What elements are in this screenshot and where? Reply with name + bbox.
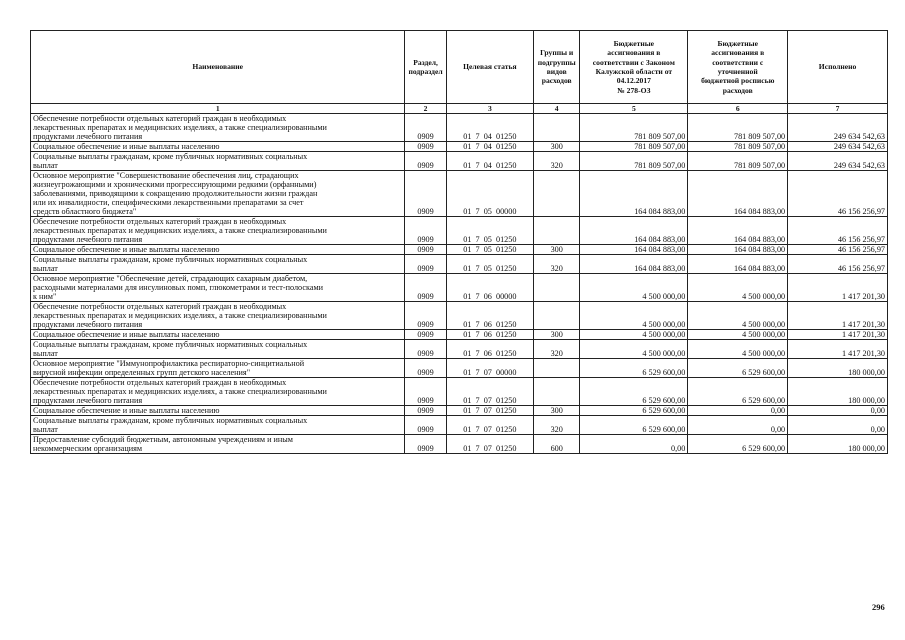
cell-law-allocation: 781 809 507,00	[580, 142, 688, 152]
cell-name: Социальное обеспечение и иные выплаты населению	[31, 142, 405, 152]
cell-law-allocation: 4 500 000,00	[580, 340, 688, 359]
cell-group	[534, 171, 580, 217]
cell-executed: 0,00	[788, 416, 888, 435]
header-executed: Исполнено	[788, 31, 888, 104]
cell-name: Обеспечение потребности отдельных категорий граждан в необходимых лекарственных препаратах и медицинских изделиях, а также специализированными продуктами лечебного питания	[31, 217, 405, 245]
cell-group	[534, 378, 580, 406]
cell-executed: 1 417 201,30	[788, 340, 888, 359]
cell-refined-allocation: 164 084 883,00	[688, 255, 788, 274]
cell-name: Социальные выплаты гражданам, кроме публичных нормативных социальных выплат	[31, 255, 405, 274]
cell-law-allocation: 164 084 883,00	[580, 255, 688, 274]
cell-executed: 249 634 542,63	[788, 142, 888, 152]
cell-executed: 46 156 256,97	[788, 171, 888, 217]
cell-refined-allocation: 4 500 000,00	[688, 274, 788, 302]
cell-section: 0909	[405, 217, 446, 245]
cell-name: Основное мероприятие "Совершенствование обеспечения лиц, страдающих жизнеугрожающими и хроническими прогрессирующими редкими (орфанными) заболеваниями, приводящими к сокращению продолжительности жизни граждан или их инвалидности, специфическими лекарственными препаратами за счет средств областного бюджета"	[31, 171, 405, 217]
column-number: 2	[405, 104, 446, 114]
column-number: 3	[446, 104, 533, 114]
table-row	[31, 171, 888, 217]
cell-group: 320	[534, 416, 580, 435]
cell-name: Социальное обеспечение и иные выплаты населению	[31, 245, 405, 255]
cell-group: 320	[534, 152, 580, 171]
cell-law-allocation: 4 500 000,00	[580, 330, 688, 340]
cell-refined-allocation: 4 500 000,00	[688, 330, 788, 340]
cell-refined-allocation: 164 084 883,00	[688, 245, 788, 255]
column-number: 7	[788, 104, 888, 114]
cell-law-allocation: 781 809 507,00	[580, 152, 688, 171]
page-number: 296	[872, 602, 885, 612]
cell-target: 01 7 04 01250	[446, 152, 533, 171]
cell-target: 01 7 05 01250	[446, 255, 533, 274]
table-row	[31, 302, 888, 330]
cell-target: 01 7 06 01250	[446, 330, 533, 340]
cell-name: Основное мероприятие "Обеспечение детей, страдающих сахарным диабетом, расходными материалами для инсулиновых помп, глюкометрами и тест-полосками к ним"	[31, 274, 405, 302]
cell-law-allocation: 164 084 883,00	[580, 171, 688, 217]
column-number: 6	[688, 104, 788, 114]
cell-target: 01 7 05 01250	[446, 217, 533, 245]
cell-name: Обеспечение потребности отдельных категорий граждан в необходимых лекарственных препаратах и медицинских изделиях, а также специализированными продуктами лечебного питания	[31, 302, 405, 330]
cell-target: 01 7 07 01250	[446, 416, 533, 435]
cell-executed: 46 156 256,97	[788, 255, 888, 274]
cell-section: 0909	[405, 171, 446, 217]
cell-section: 0909	[405, 359, 446, 378]
cell-executed: 1 417 201,30	[788, 274, 888, 302]
cell-target: 01 7 06 00000	[446, 274, 533, 302]
cell-section: 0909	[405, 152, 446, 171]
table-row	[31, 359, 888, 378]
budget-table	[30, 30, 888, 454]
column-number: 5	[580, 104, 688, 114]
cell-group: 300	[534, 142, 580, 152]
cell-executed: 180 000,00	[788, 435, 888, 454]
cell-section: 0909	[405, 142, 446, 152]
cell-name: Социальное обеспечение и иные выплаты населению	[31, 406, 405, 416]
cell-section: 0909	[405, 114, 446, 142]
cell-section: 0909	[405, 255, 446, 274]
cell-target: 01 7 06 01250	[446, 340, 533, 359]
cell-name: Социальные выплаты гражданам, кроме публичных нормативных социальных выплат	[31, 340, 405, 359]
header-target: Целевая статья	[446, 31, 533, 104]
table-row	[31, 406, 888, 416]
cell-target: 01 7 04 01250	[446, 114, 533, 142]
cell-group	[534, 114, 580, 142]
cell-section: 0909	[405, 245, 446, 255]
cell-law-allocation: 164 084 883,00	[580, 217, 688, 245]
cell-law-allocation: 4 500 000,00	[580, 302, 688, 330]
cell-name: Обеспечение потребности отдельных категорий граждан в необходимых лекарственных препаратах и медицинских изделиях, а также специализированными продуктами лечебного питания	[31, 114, 405, 142]
cell-section: 0909	[405, 330, 446, 340]
table-row	[31, 142, 888, 152]
cell-refined-allocation: 0,00	[688, 406, 788, 416]
cell-target: 01 7 07 01250	[446, 378, 533, 406]
table-row	[31, 330, 888, 340]
cell-group: 300	[534, 406, 580, 416]
cell-refined-allocation: 6 529 600,00	[688, 378, 788, 406]
cell-executed: 180 000,00	[788, 359, 888, 378]
cell-refined-allocation: 6 529 600,00	[688, 359, 788, 378]
cell-executed: 1 417 201,30	[788, 330, 888, 340]
cell-name: Основное мероприятие "Иммунопрофилактика респираторно-синцитиальной вирусной инфекции определенных групп детского населения"	[31, 359, 405, 378]
cell-name: Предоставление субсидий бюджетным, автономным учреждениям и иным некоммерческим организациям	[31, 435, 405, 454]
table-row	[31, 152, 888, 171]
cell-law-allocation: 6 529 600,00	[580, 359, 688, 378]
cell-section: 0909	[405, 406, 446, 416]
table-row	[31, 435, 888, 454]
table-header-row	[31, 31, 888, 104]
table-row	[31, 245, 888, 255]
cell-section: 0909	[405, 378, 446, 406]
cell-executed: 46 156 256,97	[788, 245, 888, 255]
table-body	[31, 114, 888, 454]
cell-executed: 180 000,00	[788, 378, 888, 406]
cell-section: 0909	[405, 435, 446, 454]
column-number: 1	[31, 104, 405, 114]
cell-law-allocation: 164 084 883,00	[580, 245, 688, 255]
column-number-row	[31, 104, 888, 114]
cell-refined-allocation: 4 500 000,00	[688, 302, 788, 330]
header-refined-allocation: Бюджетные ассигнования в соответствии с уточненной бюджетной росписью расходов	[688, 31, 788, 104]
cell-executed: 249 634 542,63	[788, 152, 888, 171]
header-name: Наименование	[31, 31, 405, 104]
cell-law-allocation: 6 529 600,00	[580, 416, 688, 435]
cell-group	[534, 217, 580, 245]
cell-section: 0909	[405, 302, 446, 330]
cell-name: Социальные выплаты гражданам, кроме публичных нормативных социальных выплат	[31, 152, 405, 171]
cell-executed: 46 156 256,97	[788, 217, 888, 245]
cell-target: 01 7 07 01250	[446, 435, 533, 454]
table-row	[31, 416, 888, 435]
table-row	[31, 340, 888, 359]
cell-refined-allocation: 164 084 883,00	[688, 217, 788, 245]
cell-group	[534, 274, 580, 302]
table-row	[31, 274, 888, 302]
header-section: Раздел, подраздел	[405, 31, 446, 104]
cell-group: 300	[534, 245, 580, 255]
cell-executed: 0,00	[788, 406, 888, 416]
cell-group	[534, 302, 580, 330]
cell-law-allocation: 781 809 507,00	[580, 114, 688, 142]
cell-target: 01 7 04 01250	[446, 142, 533, 152]
cell-refined-allocation: 781 809 507,00	[688, 114, 788, 142]
cell-refined-allocation: 0,00	[688, 416, 788, 435]
cell-name: Обеспечение потребности отдельных категорий граждан в необходимых лекарственных препаратах и медицинских изделиях, а также специализированными продуктами лечебного питания	[31, 378, 405, 406]
cell-law-allocation: 0,00	[580, 435, 688, 454]
cell-group: 320	[534, 340, 580, 359]
header-law-allocation: Бюджетные ассигнования в соответствии с Законом Калужской области от 04.12.2017 № 278-ОЗ	[580, 31, 688, 104]
cell-group: 320	[534, 255, 580, 274]
table-row	[31, 114, 888, 142]
table-row	[31, 255, 888, 274]
cell-section: 0909	[405, 274, 446, 302]
cell-group	[534, 359, 580, 378]
cell-refined-allocation: 4 500 000,00	[688, 340, 788, 359]
cell-refined-allocation: 6 529 600,00	[688, 435, 788, 454]
cell-section: 0909	[405, 340, 446, 359]
cell-refined-allocation: 781 809 507,00	[688, 142, 788, 152]
cell-law-allocation: 6 529 600,00	[580, 378, 688, 406]
cell-target: 01 7 05 01250	[446, 245, 533, 255]
cell-name: Социальное обеспечение и иные выплаты населению	[31, 330, 405, 340]
cell-law-allocation: 6 529 600,00	[580, 406, 688, 416]
cell-target: 01 7 07 00000	[446, 359, 533, 378]
column-number: 4	[534, 104, 580, 114]
cell-executed: 249 634 542,63	[788, 114, 888, 142]
cell-target: 01 7 06 01250	[446, 302, 533, 330]
cell-group: 600	[534, 435, 580, 454]
cell-name: Социальные выплаты гражданам, кроме публичных нормативных социальных выплат	[31, 416, 405, 435]
table-row	[31, 378, 888, 406]
cell-section: 0909	[405, 416, 446, 435]
cell-law-allocation: 4 500 000,00	[580, 274, 688, 302]
table-row	[31, 217, 888, 245]
cell-executed: 1 417 201,30	[788, 302, 888, 330]
cell-refined-allocation: 164 084 883,00	[688, 171, 788, 217]
header-group: Группы и подгруппы видов расходов	[534, 31, 580, 104]
cell-refined-allocation: 781 809 507,00	[688, 152, 788, 171]
cell-target: 01 7 07 01250	[446, 406, 533, 416]
cell-target: 01 7 05 00000	[446, 171, 533, 217]
cell-group: 300	[534, 330, 580, 340]
